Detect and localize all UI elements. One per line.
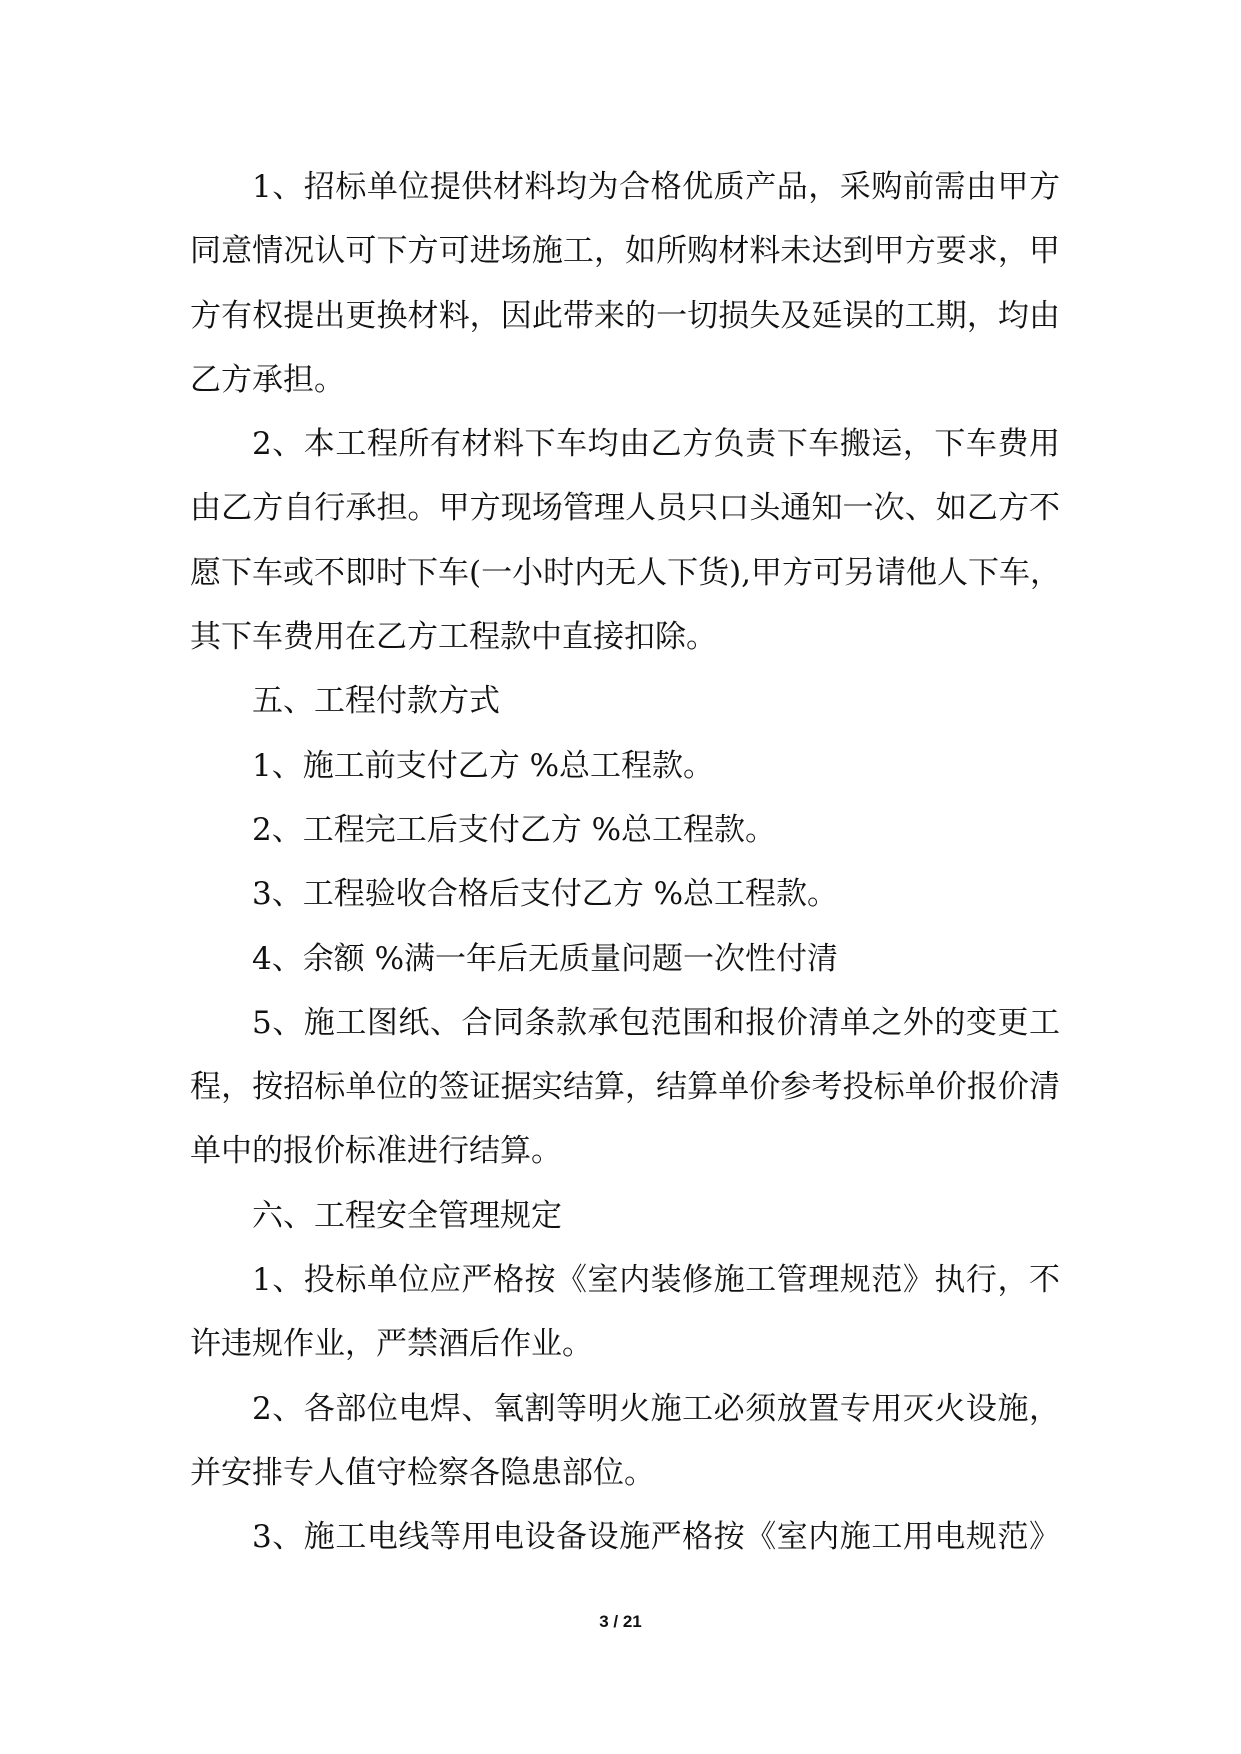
text-line: 2、工程完工后支付乙方 %总工程款。 (252, 811, 777, 848)
document-body (190, 155, 1060, 1570)
text-line: 1、招标单位提供材料均为合格优质产品，采购前需由甲方 (252, 169, 1060, 205)
text-line: 并安排专人值守检察各隐患部位。 (190, 1454, 655, 1491)
text-line: 同意情况认可下方可进场施工，如所购材料未达到甲方要求，甲 (190, 233, 1060, 270)
text-line: 其下车费用在乙方工程款中直接扣除。 (190, 619, 717, 656)
text-line: 乙方承担。 (190, 361, 345, 398)
page-number: 3 / 21 (599, 1612, 642, 1631)
text-line: 2、本工程所有材料下车均由乙方负责下车搬运，下车费用 (252, 426, 1060, 463)
text-line: 4、余额 %满一年后无质量问题一次性付清 (252, 940, 839, 977)
text-line: 单中的报价标准进行结算。 (190, 1133, 562, 1170)
text-line: 由乙方自行承担。甲方现场管理人员只口头通知一次、如乙方不 (190, 490, 1060, 527)
text-line: 5、施工图纸、合同条款承包范围和报价清单之外的变更工 (252, 1004, 1060, 1041)
text-line: 1、施工前支付乙方 %总工程款。 (252, 747, 715, 784)
text-line: 愿下车或不即时下车(一小时内无人下货),甲方可另请他人下车， (190, 554, 1062, 591)
text-line: 程，按招标单位的签证据实结算，结算单价参考投标单价报价清 (190, 1069, 1060, 1106)
text-line: 五、工程付款方式 (252, 683, 500, 720)
text-line: 许违规作业，严禁酒后作业。 (190, 1326, 593, 1363)
text-line: 1、投标单位应严格按《室内装修施工管理规范》执行，不 (252, 1262, 1060, 1299)
text-line: 六、工程安全管理规定 (252, 1197, 562, 1234)
text-line: 方有权提出更换材料，因此带来的一切损失及延误的工期，均由 (190, 297, 1060, 334)
text-line: 3、工程验收合格后支付乙方 %总工程款。 (252, 876, 839, 913)
text-line: 3、施工电线等用电设备设施严格按《室内施工用电规范》 (252, 1519, 1060, 1556)
text-line: 2、各部位电焊、氧割等明火施工必须放置专用灭火设施， (252, 1390, 1060, 1427)
